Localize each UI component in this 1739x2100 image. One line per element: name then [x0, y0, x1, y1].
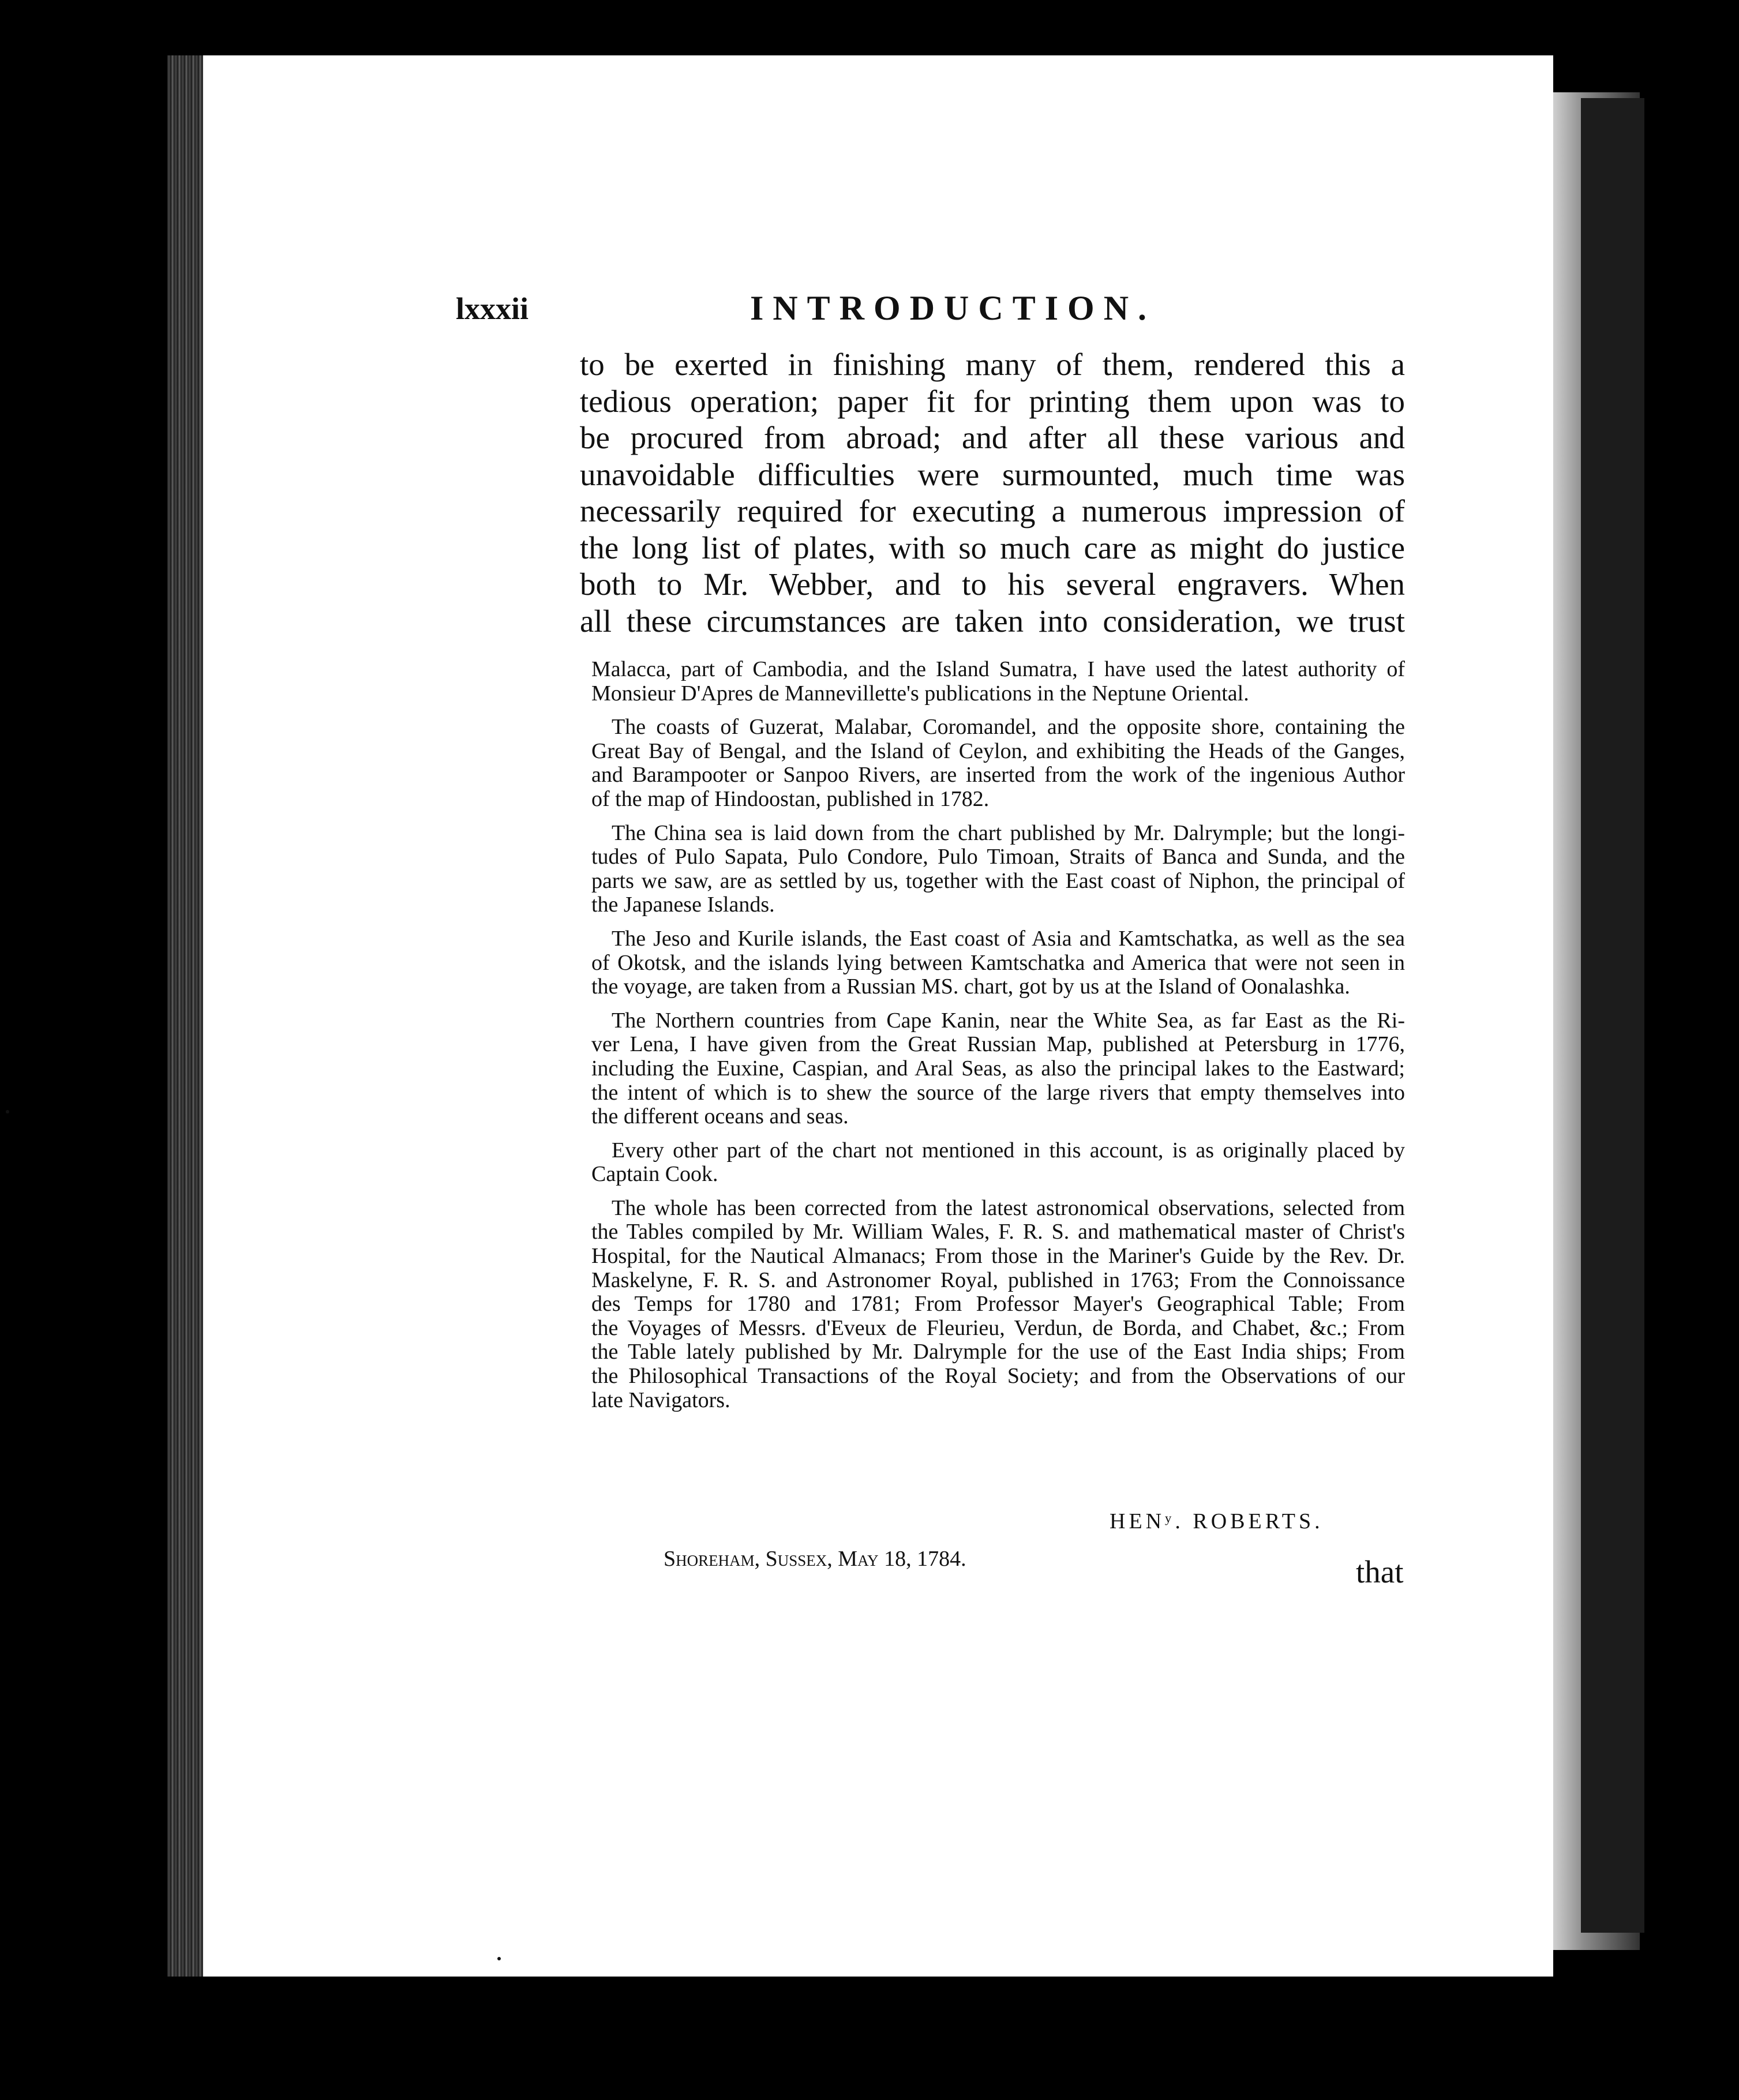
- catchword: that: [1356, 1554, 1404, 1589]
- dateline: Shoreham, Sussex, May 18, 1784.: [664, 1547, 966, 1571]
- note-line: tudes of Pulo Sapata, Pulo Condore, Pulo Timoan, Straits of Banca and Sunda, and the: [591, 845, 1405, 869]
- note-line: des Temps for 1780 and 1781; From Professor Mayer's Geographical Table; From: [591, 1292, 1405, 1317]
- text-line: unavoidable difficulties were surmounted, much time was: [580, 456, 1405, 492]
- print-speck: [497, 1957, 501, 1960]
- main-text-block: [580, 346, 1405, 639]
- note-paragraph: [591, 658, 1405, 706]
- note-line: the Tables compiled by Mr. William Wales, F. R. S. and mathematical master of Christ's: [591, 1220, 1405, 1244]
- running-head: [456, 288, 1402, 340]
- note-line: Maskelyne, F. R. S. and Astronomer Royal, published in 1763; From the Connoissance: [591, 1268, 1405, 1292]
- note-line: The Jeso and Kurile islands, the East coast of Asia and Kamtschatka, as well as the sea: [612, 927, 1405, 951]
- note-line: of Okotsk, and the islands lying between Kamtschatka and America that were not seen in: [591, 951, 1405, 975]
- note-line: The China sea is laid down from the chart published by Mr. Dalrymple; but the longi-: [612, 821, 1405, 845]
- note-paragraph: [591, 715, 1405, 811]
- note-line: The Northern countries from Cape Kanin, near the White Sea, as far East as the Ri-: [612, 1008, 1405, 1033]
- note-line: and Barampooter or Sanpoo Rivers, are inserted from the work of the ingenious Author: [591, 763, 1405, 787]
- note-line: ver Lena, I have given from the Great Russian Map, published at Petersburg in 1776,: [591, 1033, 1405, 1057]
- chapter-title: INTRODUCTION.: [750, 289, 1156, 327]
- note-line: the different oceans and seas.: [591, 1105, 849, 1129]
- note-line: the Table lately published by Mr. Dalrymple for the use of the East India ships; From: [591, 1340, 1405, 1364]
- note-line: The coasts of Guzerat, Malabar, Coromandel, and the opposite shore, containing the: [612, 715, 1405, 740]
- note-paragraph: [591, 1139, 1405, 1187]
- note-line: the voyage, are taken from a Russian MS. chart, got by us at the Island of Oonalashka.: [591, 975, 1350, 999]
- note-paragraph: [591, 822, 1405, 917]
- note-paragraph: [591, 1009, 1405, 1129]
- print-speck: [6, 1110, 9, 1113]
- text-line: to be exerted in finishing many of them, rendered this a: [580, 347, 1405, 382]
- text-line: necessarily required for executing a numerous impression of: [580, 493, 1405, 528]
- note-paragraph: [591, 927, 1405, 999]
- text-line: both to Mr. Webber, and to his several engravers. When: [580, 567, 1405, 602]
- note-paragraph: [591, 1197, 1405, 1412]
- note-line: of the map of Hindoostan, published in 1782.: [591, 787, 990, 811]
- note-line: Hospital, for the Nautical Almanacs; From those in the Mariner's Guide by the Rev. Dr.: [591, 1244, 1405, 1269]
- text-line: be procured from abroad; and after all these various and: [580, 420, 1405, 455]
- note-line: parts we saw, are as settled by us, together with the East coast of Niphon, the principal of: [591, 869, 1405, 893]
- note-line: the Voyages of Messrs. d'Eveux de Fleurieu, Verdun, de Borda, and Chabet, &c.; From: [591, 1316, 1405, 1340]
- note-line: Malacca, part of Cambodia, and the Island Sumatra, I have used the latest authority of: [591, 658, 1405, 681]
- note-line: the Philosophical Transactions of the Royal Society; and from the Observations of our: [591, 1364, 1405, 1389]
- page-number: lxxxii: [456, 291, 529, 326]
- note-line: Great Bay of Bengal, and the Island of Ceylon, and exhibiting the Heads of the Ganges,: [591, 739, 1405, 763]
- signature: HENʸ. ROBERTS.: [1110, 1509, 1324, 1533]
- text-line: all these circumstances are taken into consideration, we trust: [580, 603, 1405, 639]
- note-line: Every other part of the chart not mentioned in this account, is as originally placed by: [612, 1138, 1405, 1162]
- note-line: The whole has been corrected from the latest astronomical observations, selected from: [612, 1196, 1405, 1220]
- note-line: the Japanese Islands.: [591, 893, 775, 917]
- note-line: including the Euxine, Caspian, and Aral Seas, as also the principal lakes to the Eastward;: [591, 1056, 1405, 1081]
- note-line: Monsieur D'Apres de Mannevillette's publications in the Neptune Oriental.: [591, 681, 1249, 706]
- note-line: Captain Cook.: [591, 1162, 718, 1187]
- text-line: the long list of plates, with so much care as might do justice: [580, 530, 1405, 565]
- note-line: late Navigators.: [591, 1388, 730, 1412]
- binding-edge: [1581, 98, 1644, 1933]
- text-line: tedious operation; paper fit for printing them upon was to: [580, 383, 1405, 419]
- chart-notes-block: [591, 658, 1405, 1422]
- note-line: the intent of which is to shew the source of the large rivers that empty themselves into: [591, 1081, 1405, 1105]
